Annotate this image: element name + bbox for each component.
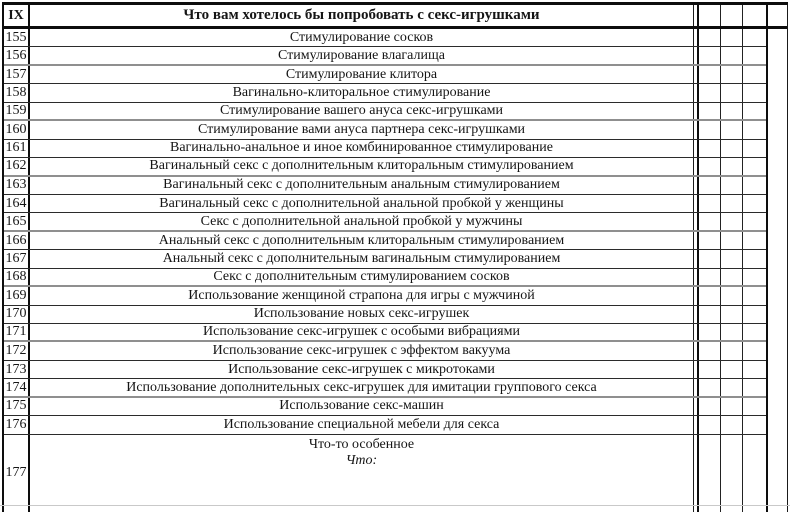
- answer-cell-3: [743, 232, 766, 249]
- answer-cell-3: [743, 47, 766, 63]
- answer-cell-3: [743, 435, 766, 512]
- answer-cell-1: [699, 324, 721, 340]
- answer-cell-2: [721, 47, 743, 63]
- table-row: [4, 398, 766, 416]
- row-text: Стимулирование вашего ануса секс-игрушками: [30, 103, 694, 119]
- answer-cell-2: [721, 195, 743, 212]
- answer-cell-2: [721, 269, 743, 285]
- row-number: 170: [4, 306, 30, 323]
- row-text: Использование дополнительных секс-игрушек для имитации группового секса: [30, 379, 694, 395]
- table-row: [4, 84, 766, 102]
- header-title: Что вам хотелось бы попробовать с секс-игрушками: [30, 5, 694, 26]
- answer-header-cell-2: [721, 5, 743, 26]
- answer-cell-2: [721, 379, 743, 395]
- row-number: 157: [4, 66, 30, 83]
- answer-cell-2: [721, 250, 743, 267]
- right-margin-header-cell: [768, 5, 787, 29]
- row-text: Секс с дополнительным стимулированием сосков: [30, 269, 694, 285]
- table-row: [4, 306, 766, 324]
- table-row: [4, 177, 766, 195]
- answer-cell-3: [743, 287, 766, 304]
- answer-cell-1: [699, 103, 721, 119]
- right-margin-column: [766, 5, 788, 512]
- table-row: [4, 140, 766, 158]
- row-text: Анальный секс с дополнительным вагинальным стимулированием: [30, 250, 694, 267]
- answer-cell-2: [721, 361, 743, 378]
- answer-cell-3: [743, 342, 766, 359]
- answer-cell-1: [699, 269, 721, 285]
- answer-cell-3: [743, 84, 766, 101]
- answer-cell-3: [743, 158, 766, 174]
- table-body: [4, 29, 766, 435]
- answer-cell-3: [743, 29, 766, 46]
- answer-cell-1: [699, 140, 721, 157]
- table-header-row: [4, 5, 766, 29]
- row-text: Использование секс-машин: [30, 398, 694, 415]
- answer-header-cell-3: [743, 5, 766, 26]
- answer-cell-2: [721, 66, 743, 83]
- answer-cell-3: [743, 66, 766, 83]
- row-text: Стимулирование вами ануса партнера секс-игрушками: [30, 121, 694, 138]
- answer-cell-1: [699, 195, 721, 212]
- answer-cell-2: [721, 121, 743, 138]
- answer-cell-1: [699, 361, 721, 378]
- answer-cell-2: [721, 435, 743, 512]
- row-number: 175: [4, 398, 30, 415]
- table-row: [4, 232, 766, 250]
- answer-cell-2: [721, 177, 743, 194]
- answer-cell-3: [743, 324, 766, 340]
- row-number: 163: [4, 177, 30, 194]
- answer-cell-1: [699, 379, 721, 395]
- answer-cell-1: [699, 287, 721, 304]
- table-row: [4, 361, 766, 379]
- table-row: [4, 66, 766, 84]
- row-number: 167: [4, 250, 30, 267]
- table-row: [4, 324, 766, 342]
- answer-cell-3: [743, 416, 766, 433]
- answer-cell-3: [743, 140, 766, 157]
- answer-cell-3: [743, 195, 766, 212]
- answer-cell-2: [721, 287, 743, 304]
- row-number: 162: [4, 158, 30, 174]
- row-text: Использование секс-игрушек с микротоками: [30, 361, 694, 378]
- row-text: Использование секс-игрушек с особыми вибрациями: [30, 324, 694, 340]
- table-row: [4, 121, 766, 139]
- row-text: Стимулирование клитора: [30, 66, 694, 83]
- row-text: Вагинально-клиторальное стимулирование: [30, 84, 694, 101]
- answer-cell-2: [721, 232, 743, 249]
- row-number: 177: [4, 435, 30, 512]
- table-row: [4, 269, 766, 287]
- row-text: Стимулирование влагалища: [30, 47, 694, 63]
- table-row: [4, 287, 766, 305]
- answer-cell-1: [699, 435, 721, 512]
- row-text: Вагинальный секс с дополнительным анальным стимулированием: [30, 177, 694, 194]
- row-text: Вагинальный секс с дополнительным клиторальным стимулированием: [30, 158, 694, 174]
- row-text: Использование специальной мебели для секса: [30, 416, 694, 433]
- row-number: 164: [4, 195, 30, 212]
- answer-cell-1: [699, 158, 721, 174]
- row-text-block: [30, 435, 694, 512]
- row-number: 158: [4, 84, 30, 101]
- row-number: 155: [4, 29, 30, 46]
- answer-cell-3: [743, 398, 766, 415]
- row-number: 159: [4, 103, 30, 119]
- answer-cell-3: [743, 379, 766, 395]
- answer-cell-3: [743, 121, 766, 138]
- answer-cell-3: [743, 306, 766, 323]
- questionnaire-table: [2, 2, 788, 512]
- row-number: 172: [4, 342, 30, 359]
- answer-cell-2: [721, 306, 743, 323]
- answer-cell-2: [721, 29, 743, 46]
- answer-cell-1: [699, 29, 721, 46]
- row-number: 165: [4, 213, 30, 229]
- answer-cell-3: [743, 213, 766, 229]
- table-row-177: [4, 435, 766, 512]
- answer-cell-3: [743, 361, 766, 378]
- table-row: [4, 213, 766, 231]
- table-row: [4, 195, 766, 213]
- answer-cell-1: [699, 306, 721, 323]
- row-text: Использование женщиной страпона для игры с мужчиной: [30, 287, 694, 304]
- row-number: 160: [4, 121, 30, 138]
- answer-cell-1: [699, 416, 721, 433]
- answer-cell-1: [699, 121, 721, 138]
- row-text: Вагинально-анальное и иное комбинированное стимулирование: [30, 140, 694, 157]
- row-number: 171: [4, 324, 30, 340]
- table-row: [4, 250, 766, 268]
- row-number: 168: [4, 269, 30, 285]
- table-row: [4, 158, 766, 176]
- answer-header-cell-1: [699, 5, 721, 26]
- answer-cell-1: [699, 47, 721, 63]
- section-label: IX: [4, 5, 30, 26]
- row-text: Анальный секс с дополнительным клиторальным стимулированием: [30, 232, 694, 249]
- table-row: [4, 379, 766, 397]
- answer-cell-2: [721, 324, 743, 340]
- answer-cell-1: [699, 66, 721, 83]
- answer-cell-2: [721, 84, 743, 101]
- row-text: Что-то особенное: [308, 436, 415, 452]
- answer-cell-3: [743, 250, 766, 267]
- row-number: 156: [4, 47, 30, 63]
- row-number: 161: [4, 140, 30, 157]
- answer-cell-3: [743, 177, 766, 194]
- row-text: Использование секс-игрушек с эффектом вакуума: [30, 342, 694, 359]
- row-text: Секс с дополнительной анальной пробкой у мужчины: [30, 213, 694, 229]
- answer-cell-1: [699, 177, 721, 194]
- table-row: [4, 416, 766, 434]
- row-number: 166: [4, 232, 30, 249]
- answer-cell-3: [743, 103, 766, 119]
- bottom-faint-line: [0, 505, 790, 506]
- table-row: [4, 103, 766, 121]
- answer-cell-2: [721, 213, 743, 229]
- answer-cell-1: [699, 84, 721, 101]
- answer-cell-2: [721, 342, 743, 359]
- row-number: 173: [4, 361, 30, 378]
- table-main-block: [4, 5, 766, 512]
- answer-cell-1: [699, 213, 721, 229]
- answer-cell-2: [721, 416, 743, 433]
- answer-cell-3: [743, 269, 766, 285]
- table-row: [4, 342, 766, 360]
- row-text: Использование новых секс-игрушек: [30, 306, 694, 323]
- answer-cell-2: [721, 398, 743, 415]
- row-number: 176: [4, 416, 30, 433]
- answer-cell-1: [699, 232, 721, 249]
- row-text: Вагинальный секс с дополнительной анальной пробкой у женщины: [30, 195, 694, 212]
- answer-cell-2: [721, 140, 743, 157]
- answer-cell-1: [699, 250, 721, 267]
- row-subtext: Что:: [345, 452, 378, 468]
- row-number: 174: [4, 379, 30, 395]
- row-number: 169: [4, 287, 30, 304]
- row-text: Стимулирование сосков: [30, 29, 694, 46]
- table-row: [4, 47, 766, 65]
- answer-cell-1: [699, 398, 721, 415]
- answer-cell-2: [721, 103, 743, 119]
- table-row: [4, 29, 766, 47]
- answer-cell-1: [699, 342, 721, 359]
- answer-cell-2: [721, 158, 743, 174]
